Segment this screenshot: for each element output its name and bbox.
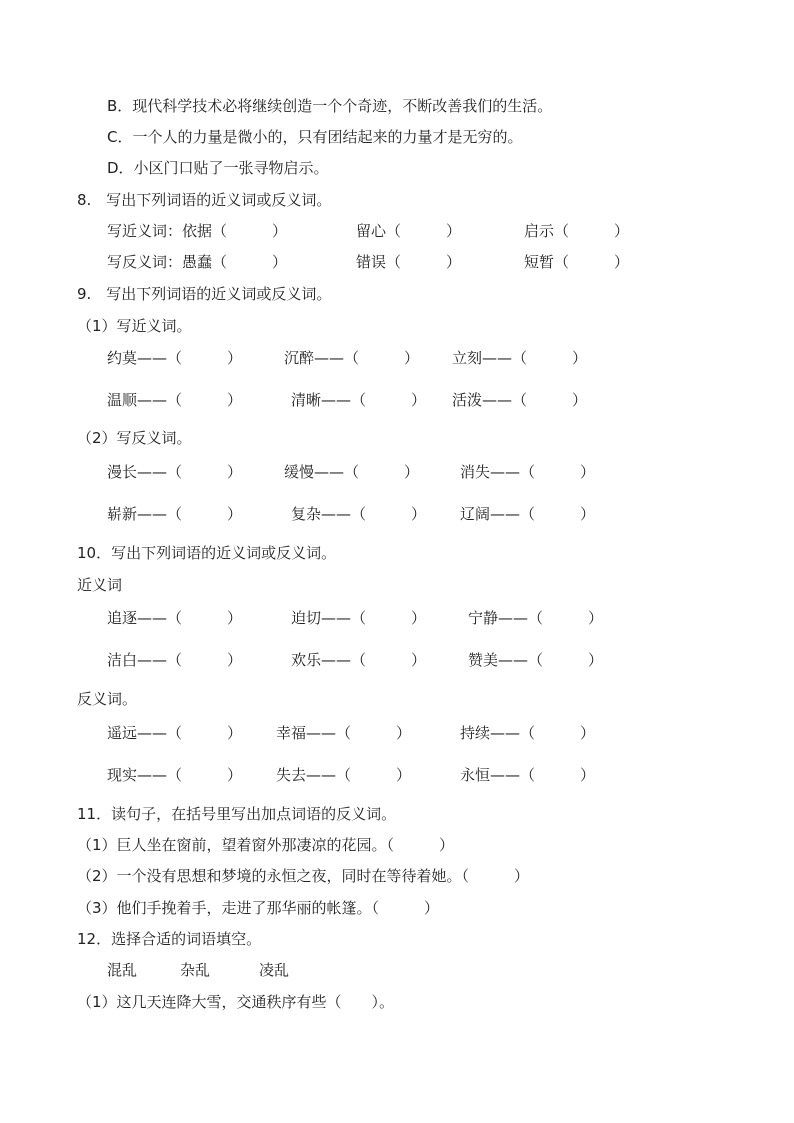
- q10-synonym-item: 赞美——（ ）: [468, 651, 604, 669]
- q10-synonym-item: 追逐——（ ）: [107, 609, 243, 627]
- q10-synonym-item: 迫切——（ ）: [291, 609, 427, 627]
- q11-sentence-3: （3）他们手挽着手，走进了那华丽的帐篷。（ ）: [77, 899, 440, 917]
- q10-antonym-item: 遥远——（ ）: [107, 724, 243, 742]
- q10-synonym-item: 洁白——（ ）: [107, 651, 243, 669]
- q10-synonym-label: 近义词: [77, 576, 123, 594]
- q9-synonym-item: 温顺——（ ）: [107, 391, 243, 409]
- q11-sentence-2: （2）一个没有思想和梦境的永恒之夜，同时在等待着她。（ ）: [77, 867, 530, 885]
- q12-word-option: 杂乱: [180, 961, 211, 979]
- q9-synonym-item: 活泼——（ ）: [452, 391, 588, 409]
- q9-part-2-label: （2）写反义词。: [77, 429, 192, 447]
- q12-sentence-1: （1）这几天连降大雪，交通秩序有些（ ）。: [77, 993, 395, 1011]
- q9-antonym-item: 缓慢——（ ）: [284, 463, 420, 481]
- option-c: C．一个人的力量是微小的，只有团结起来的力量才是无穷的。: [107, 128, 523, 146]
- q10-antonym-item: 永恒——（ ）: [460, 766, 596, 784]
- question-10-title: 10．写出下列词语的近义词或反义词。: [77, 544, 337, 562]
- question-11-title: 11．读句子，在括号里写出加点词语的反义词。: [77, 805, 397, 823]
- q8-synonym-item-2: 留心（ ）: [356, 222, 462, 240]
- q8-synonym-item-1: 写近义词：依据（ ）: [107, 222, 288, 240]
- q9-synonym-item: 清晰——（ ）: [291, 391, 427, 409]
- q10-synonym-item: 欢乐——（ ）: [291, 651, 427, 669]
- q9-antonym-item: 复杂——（ ）: [291, 505, 427, 523]
- q9-synonym-item: 沉醉——（ ）: [284, 349, 420, 367]
- q8-antonym-item-2: 错误（ ）: [356, 253, 462, 271]
- q10-antonym-item: 失去——（ ）: [276, 766, 412, 784]
- option-d: D．小区门口贴了一张寻物启示。: [107, 159, 329, 177]
- q8-antonym-item-3: 短暂（ ）: [524, 253, 630, 271]
- q9-synonym-item: 立刻——（ ）: [452, 349, 588, 367]
- q10-synonym-item: 宁静——（ ）: [468, 609, 604, 627]
- q10-antonym-label: 反义词。: [77, 690, 138, 708]
- q8-antonym-item-1: 写反义词：愚蠢（ ）: [107, 253, 288, 271]
- question-12-title: 12．选择合适的词语填空。: [77, 930, 262, 948]
- q10-antonym-item: 幸福——（ ）: [276, 724, 412, 742]
- q8-synonym-item-3: 启示（ ）: [524, 222, 630, 240]
- question-9-title: 9. 写出下列词语的近义词或反义词。: [77, 285, 332, 303]
- q12-word-option: 凌乱: [259, 961, 290, 979]
- q9-synonym-item: 约莫——（ ）: [107, 349, 243, 367]
- q11-sentence-1: （1）巨人坐在窗前，望着窗外那凄凉的花园。（ ）: [77, 836, 455, 854]
- q9-antonym-item: 崭新——（ ）: [107, 505, 243, 523]
- question-8-title: 8. 写出下列词语的近义词或反义词。: [77, 191, 332, 209]
- q10-antonym-item: 现实——（ ）: [107, 766, 243, 784]
- q10-antonym-item: 持续——（ ）: [460, 724, 596, 742]
- q9-antonym-item: 辽阔——（ ）: [460, 505, 596, 523]
- q9-part-1-label: （1）写近义词。: [77, 317, 192, 335]
- q9-antonym-item: 消失——（ ）: [460, 463, 596, 481]
- q9-antonym-item: 漫长——（ ）: [107, 463, 243, 481]
- q12-word-option: 混乱: [107, 961, 138, 979]
- option-b: B．现代科学技术必将继续创造一个个奇迹，不断改善我们的生活。: [107, 97, 553, 115]
